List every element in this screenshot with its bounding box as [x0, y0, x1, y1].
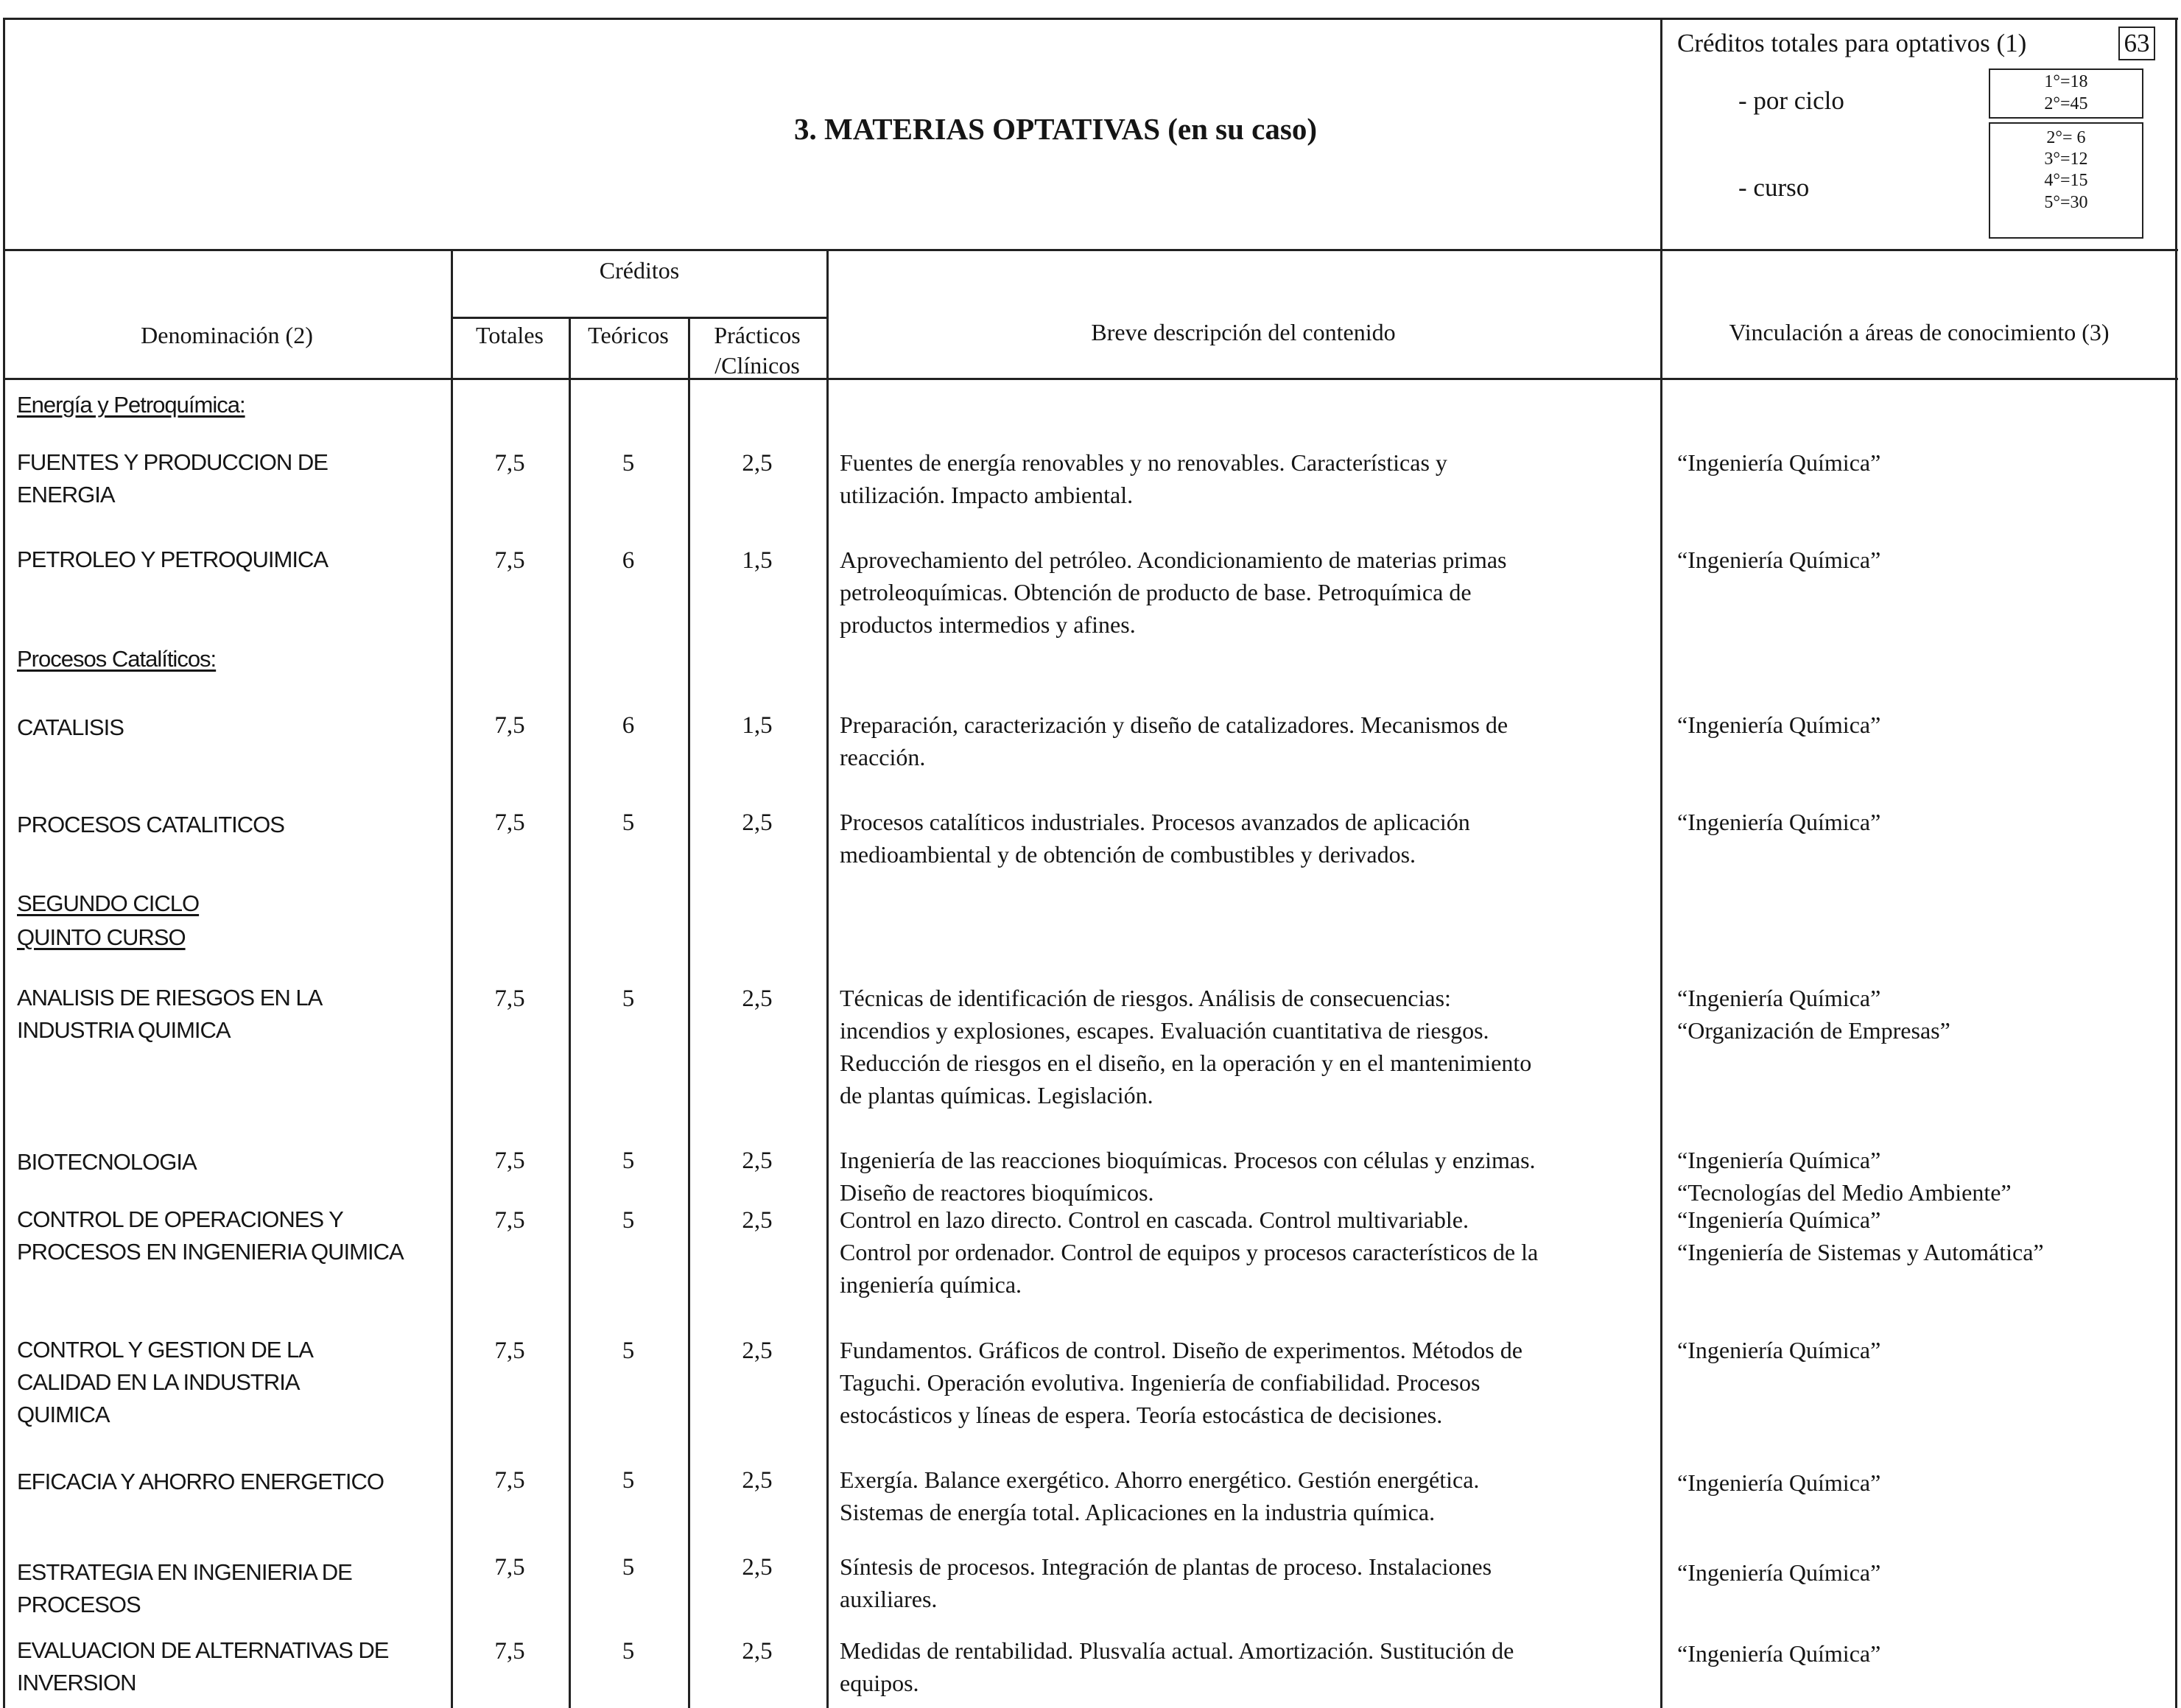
credit-totales: 7,5 — [494, 1554, 525, 1581]
col-header-descripcion: Breve descripción del contenido — [1091, 319, 1396, 345]
description-line: Diseño de reactores bioquímicos. — [840, 1179, 1154, 1206]
header-divider — [1660, 18, 1662, 1708]
table-right-border — [2175, 18, 2177, 1708]
description-line: ingeniería química. — [840, 1271, 1022, 1298]
subject-name: QUIMICA — [17, 1402, 110, 1427]
description-line: Fuentes de energía renovables y no renovables. Características y — [840, 449, 1447, 476]
credit-totales: 7,5 — [494, 547, 525, 574]
col-header-teoricos: Teóricos — [588, 322, 669, 348]
col-header-vinculacion: Vinculación a áreas de conocimiento (3) — [1729, 319, 2110, 345]
subject-name: ESTRATEGIA EN INGENIERIA DE — [17, 1559, 352, 1585]
credit-practicos: 2,5 — [742, 1207, 773, 1234]
credit-teoricos: 5 — [622, 1638, 635, 1665]
description-line: Fundamentos. Gráficos de control. Diseño de experimentos. Métodos de — [840, 1337, 1523, 1363]
description-line: auxiliares. — [840, 1586, 938, 1612]
table-left-border — [3, 18, 5, 1708]
por-ciclo-label: - por ciclo — [1738, 86, 1844, 115]
page-title: 3. MATERIAS OPTATIVAS (en su caso) — [794, 112, 1317, 146]
description-line: Control por ordenador. Control de equipos y procesos característicos de la — [840, 1239, 1539, 1265]
curso-label: - curso — [1738, 173, 1810, 202]
creditos-total-value: 63 — [2118, 27, 2155, 60]
col-header-totales: Totales — [476, 322, 544, 348]
credit-totales: 7,5 — [494, 712, 525, 739]
area-link: “Ingeniería Química” — [1677, 1469, 1881, 1496]
area-link: “Ingeniería Química” — [1677, 1640, 1881, 1667]
subject-name: INVERSION — [17, 1670, 136, 1695]
credit-practicos: 2,5 — [742, 809, 773, 836]
col-header-creditos: Créditos — [599, 257, 680, 284]
description-line: medioambiental y de obtención de combustibles y derivados. — [840, 841, 1416, 868]
area-link: “Organización de Empresas” — [1677, 1017, 1950, 1044]
subject-name: EVALUACION DE ALTERNATIVAS DE — [17, 1637, 389, 1663]
credit-totales: 7,5 — [494, 1338, 525, 1364]
section-heading: Procesos Catalíticos: — [17, 646, 217, 672]
credit-practicos: 2,5 — [742, 1148, 773, 1174]
area-link: “Ingeniería de Sistemas y Automática” — [1677, 1239, 2044, 1265]
description-line: Técnicas de identificación de riesgos. Análisis de consecuencias: — [840, 985, 1451, 1011]
subject-name: PROCESOS EN INGENIERIA QUIMICA — [17, 1239, 404, 1265]
description-line: Aprovechamiento del petróleo. Acondicionamiento de materias primas — [840, 547, 1507, 573]
por-ciclo-value: 1°=18 — [2044, 72, 2088, 91]
subject-name: PETROLEO Y PETROQUIMICA — [17, 547, 329, 572]
description-line: Sistemas de energía total. Aplicaciones en la industria química. — [840, 1499, 1436, 1525]
description-line: Control en lazo directo. Control en cascada. Control multivariable. — [840, 1206, 1469, 1233]
description-line: de plantas químicas. Legislación. — [840, 1082, 1153, 1108]
curso-value: 2°= 6 — [2046, 128, 2086, 147]
section-heading: QUINTO CURSO — [17, 924, 186, 950]
curso-value: 5°=30 — [2044, 193, 2088, 212]
subject-name: FUENTES Y PRODUCCION DE — [17, 449, 328, 475]
curso-value: 4°=15 — [2044, 171, 2088, 190]
area-link: “Ingeniería Química” — [1677, 711, 1881, 738]
credit-teoricos: 5 — [622, 1207, 635, 1234]
description-line: Medidas de rentabilidad. Plusvalía actual. Amortización. Sustitución de — [840, 1637, 1514, 1664]
credit-practicos: 1,5 — [742, 547, 773, 574]
col-header-practicos: /Clínicos — [714, 352, 800, 379]
header-bottom-border — [3, 249, 2178, 251]
credit-teoricos: 5 — [622, 1467, 635, 1494]
col-divider-practicos — [826, 249, 829, 1708]
column-header-bottom — [3, 378, 2178, 380]
credit-practicos: 2,5 — [742, 1638, 773, 1665]
table-top-border — [3, 18, 2178, 20]
credit-totales: 7,5 — [494, 985, 525, 1012]
credit-totales: 7,5 — [494, 1207, 525, 1234]
description-line: utilización. Impacto ambiental. — [840, 482, 1134, 508]
area-link: “Tecnologías del Medio Ambiente” — [1677, 1179, 2012, 1206]
credit-practicos: 2,5 — [742, 1338, 773, 1364]
subject-name: BIOTECNOLOGIA — [17, 1149, 197, 1175]
area-link: “Ingeniería Química” — [1677, 1559, 1881, 1586]
credit-totales: 7,5 — [494, 1148, 525, 1174]
area-link: “Ingeniería Química” — [1677, 1206, 1881, 1233]
subject-name: CONTROL DE OPERACIONES Y — [17, 1206, 343, 1232]
area-link: “Ingeniería Química” — [1677, 449, 1881, 476]
curso-value: 3°=12 — [2044, 150, 2088, 169]
description-line: Exergía. Balance exergético. Ahorro energético. Gestión energética. — [840, 1466, 1480, 1493]
description-line: Síntesis de procesos. Integración de plantas de proceso. Instalaciones — [840, 1553, 1492, 1580]
description-line: petroleoquímicas. Obtención de producto de base. Petroquímica de — [840, 579, 1472, 605]
credit-totales: 7,5 — [494, 450, 525, 477]
credit-teoricos: 5 — [622, 1148, 635, 1174]
area-link: “Ingeniería Química” — [1677, 1147, 1881, 1173]
subject-name: ENERGIA — [17, 482, 115, 507]
credit-teoricos: 6 — [622, 712, 635, 739]
description-line: Preparación, caracterización y diseño de catalizadores. Mecanismos de — [840, 711, 1509, 738]
credit-practicos: 2,5 — [742, 450, 773, 477]
credit-teoricos: 6 — [622, 547, 635, 574]
subject-name: PROCESOS — [17, 1592, 141, 1617]
description-line: productos intermedios y afines. — [840, 611, 1136, 638]
credit-practicos: 2,5 — [742, 1467, 773, 1494]
credit-practicos: 1,5 — [742, 712, 773, 739]
credit-teoricos: 5 — [622, 1554, 635, 1581]
subject-name: ANALISIS DE RIESGOS EN LA — [17, 985, 323, 1011]
description-line: Reducción de riesgos en el diseño, en la operación y en el mantenimiento — [840, 1050, 1532, 1076]
credit-teoricos: 5 — [622, 1338, 635, 1364]
description-line: Procesos catalíticos industriales. Procesos avanzados de aplicación — [840, 809, 1470, 835]
credit-teoricos: 5 — [622, 450, 635, 477]
section-heading: SEGUNDO CICLO — [17, 890, 200, 916]
credit-practicos: 2,5 — [742, 985, 773, 1012]
subject-name: INDUSTRIA QUIMICA — [17, 1017, 231, 1043]
creditos-total-label: Créditos totales para optativos (1) — [1677, 29, 2027, 57]
col-header-denominacion: Denominación (2) — [141, 322, 313, 348]
description-line: equipos. — [840, 1670, 919, 1696]
area-link: “Ingeniería Química” — [1677, 985, 1881, 1011]
area-link: “Ingeniería Química” — [1677, 1337, 1881, 1363]
area-link: “Ingeniería Química” — [1677, 809, 1881, 835]
section-heading: Energía y Petroquímica: — [17, 392, 245, 418]
description-line: Taguchi. Operación evolutiva. Ingeniería de confiabilidad. Procesos — [840, 1369, 1481, 1396]
credit-practicos: 2,5 — [742, 1554, 773, 1581]
subject-name: EFICACIA Y AHORRO ENERGETICO — [17, 1469, 384, 1494]
subject-name: CALIDAD EN LA INDUSTRIA — [17, 1369, 300, 1395]
description-line: Ingeniería de las reacciones bioquímicas. Procesos con células y enzimas. — [840, 1147, 1536, 1173]
subject-name: CATALISIS — [17, 714, 124, 740]
por-ciclo-value: 2°=45 — [2044, 94, 2088, 113]
credit-totales: 7,5 — [494, 809, 525, 836]
subject-name: CONTROL Y GESTION DE LA — [17, 1337, 313, 1363]
description-line: estocásticos y líneas de espera. Teoría estocástica de decisiones. — [840, 1402, 1443, 1428]
col-header-practicos: Prácticos — [714, 322, 801, 348]
area-link: “Ingeniería Química” — [1677, 547, 1881, 573]
credit-totales: 7,5 — [494, 1467, 525, 1494]
credit-teoricos: 5 — [622, 985, 635, 1012]
credit-teoricos: 5 — [622, 809, 635, 836]
description-line: reacción. — [840, 744, 926, 770]
credit-totales: 7,5 — [494, 1638, 525, 1665]
subject-name: PROCESOS CATALITICOS — [17, 812, 284, 837]
description-line: incendios y explosiones, escapes. Evaluación cuantitativa de riesgos. — [840, 1017, 1489, 1044]
